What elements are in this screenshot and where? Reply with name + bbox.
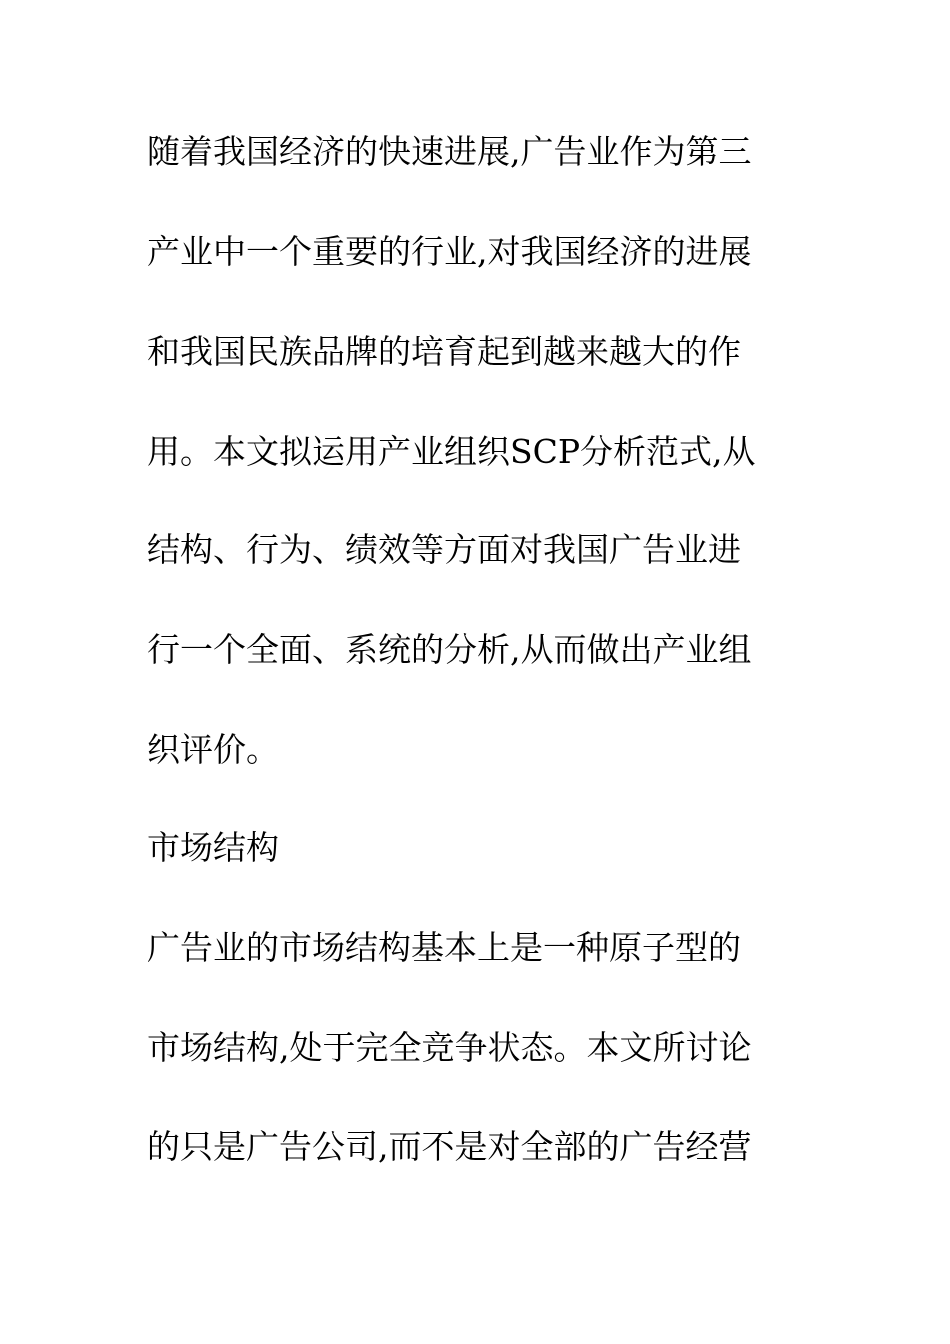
paragraph-2-line-1: 广告业的市场结构基本上是一种原子型的 [147,928,741,967]
paragraph-1-line-4: 用。本文拟运用产业组织SCP分析范式,从 [147,432,756,471]
paragraph-1-line-6: 行一个全面、系统的分析,从而做出产业组 [147,630,752,669]
paragraph-1-line-3: 和我国民族品牌的培育起到越来越大的作 [147,332,741,371]
paragraph-1-line-2: 产业中一个重要的行业,对我国经济的进展 [147,232,752,271]
section-heading: 市场结构 [147,828,279,867]
paragraph-1-line-1: 随着我国经济的快速进展,广告业作为第三 [147,132,752,171]
paragraph-2-line-2: 市场结构,处于完全竞争状态。本文所讨论 [147,1028,752,1067]
paragraph-1-line-5: 结构、行为、绩效等方面对我国广告业进 [147,530,741,569]
paragraph-2-line-3: 的只是广告公司,而不是对全部的广告经营 [147,1127,752,1166]
paragraph-1-line-7: 织评价。 [147,730,279,769]
